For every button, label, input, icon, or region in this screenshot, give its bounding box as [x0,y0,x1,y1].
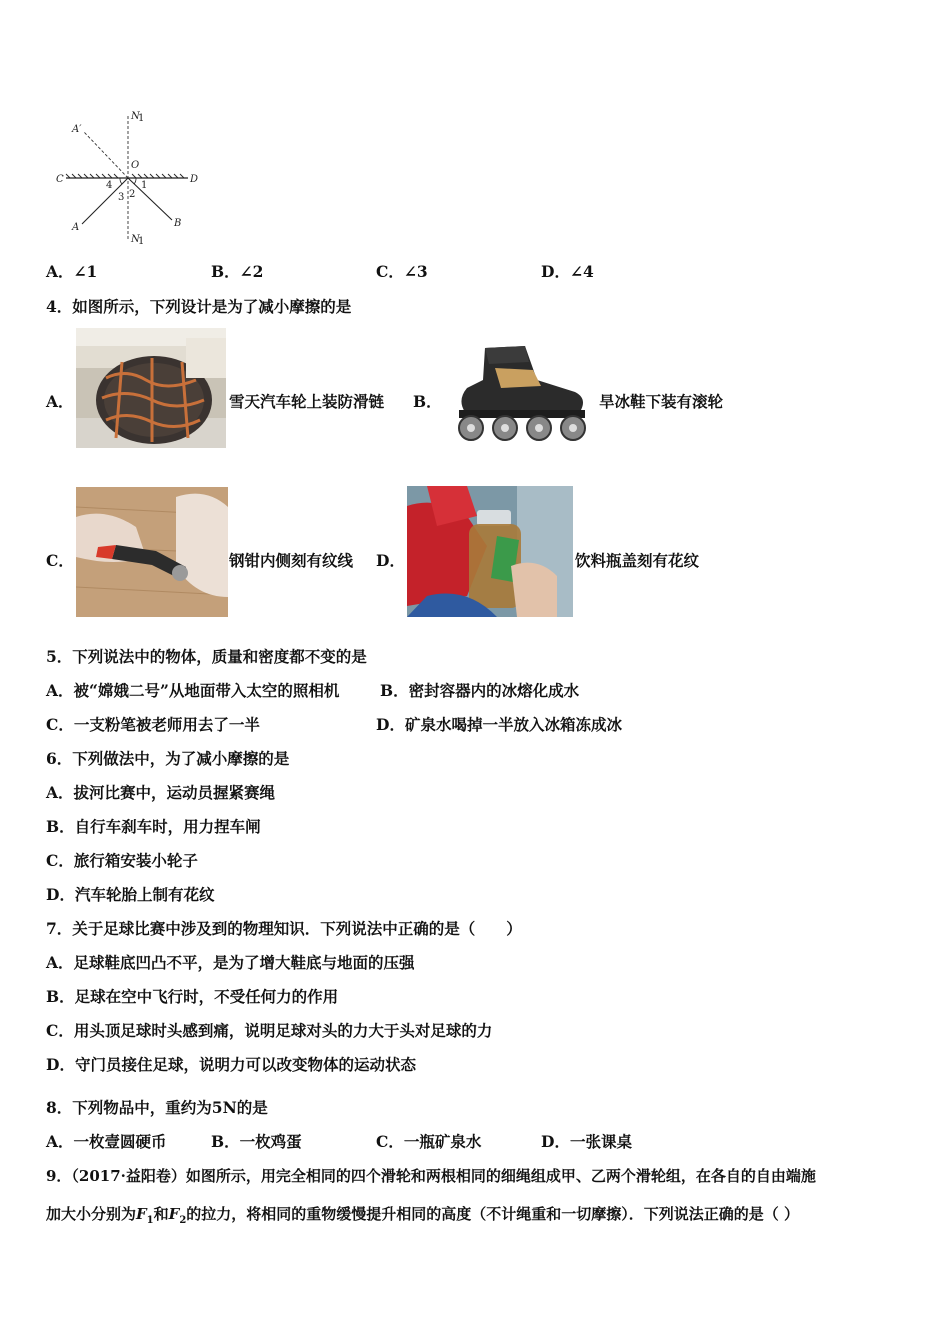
q4-option-a-caption: 雪天汽车轮上装防滑链 [229,392,385,411]
q7-stem: 7．关于足球比赛中涉及到的物理知识．下列说法中正确的是（ ） [46,919,522,938]
snow-chain-tire-image [76,328,226,448]
q8-option-c[interactable]: C．一瓶矿泉水 [376,1132,482,1151]
q5-option-b[interactable]: B．密封容器内的冰熔化成水 [380,681,580,700]
label-c: C [56,174,64,185]
q5-option-c[interactable]: C．一支粉笔被老师用去了一半 [46,715,260,734]
label-n1-top: N [131,111,140,122]
pliers-image [76,487,228,617]
q4-option-b-caption: 旱冰鞋下装有滚轮 [599,392,724,411]
q4-option-d-caption: 饮料瓶盖刻有花纹 [575,551,700,570]
label-angle4: 4 [106,180,113,191]
label-a-prime: A′ [72,124,82,135]
q6-option-b[interactable]: B．自行车刹车时，用力捏车闸 [46,817,261,836]
q5-stem: 5．下列说法中的物体，质量和密度都不变的是 [46,647,367,666]
label-o: O [131,160,140,171]
q4-option-c-caption: 钢钳内侧刻有纹线 [229,551,354,570]
bottle-cap-image [407,486,573,617]
q7-option-d[interactable]: D．守门员接住足球，说明力可以改变物体的运动状态 [46,1055,416,1074]
q7-option-a[interactable]: A．足球鞋底凹凸不平，是为了增大鞋底与地面的压强 [46,953,415,972]
q3-option-c[interactable]: C．∠3 [376,262,428,281]
label-b: B [174,218,182,229]
q8-option-d[interactable]: D．一张课桌 [541,1132,632,1151]
q4-option-c-label[interactable]: C． [46,551,74,570]
q6-option-d[interactable]: D．汽车轮胎上制有花纹 [46,885,215,904]
q6-option-c[interactable]: C．旅行箱安装小轮子 [46,851,198,870]
q8-option-b[interactable]: B．一枚鸡蛋 [211,1132,302,1151]
label-n1-bottom: N [131,234,140,245]
label-angle2: 2 [129,189,136,200]
label-n1-bottom-sub: 1 [138,236,145,247]
q8-option-a[interactable]: A．一枚壹圆硬币 [46,1132,167,1151]
label-angle3: 3 [118,192,125,203]
q7-option-b[interactable]: B．足球在空中飞行时，不受任何力的作用 [46,987,339,1006]
q3-option-b[interactable]: B．∠2 [211,262,264,281]
q4-option-b-label[interactable]: B． [413,392,442,411]
label-a: A [72,222,80,233]
q4-option-a-label[interactable]: A． [46,392,74,411]
q9-stem-line1: 9．（2017·益阳卷）如图所示，用完全相同的四个滑轮和两根相同的细绳组成甲、乙两个滑轮组，在各自的自由端施 [46,1167,816,1185]
force-f1: F [136,1205,147,1223]
q7-option-c[interactable]: C．用头顶足球时头感到痛，说明足球对头的力大于头对足球的力 [46,1021,493,1040]
force-f2: F [168,1205,180,1223]
q9-stem-line2: 加大小分别为$F_1$和$F_2$的拉力，将相同的重物缓慢提升相同的高度（不计绳重和一切摩擦）．下列说法正确的是（ ） [46,1205,800,1226]
reflection-diagram [52,108,212,248]
q6-stem: 6．下列做法中，为了减小摩擦的是 [46,749,290,768]
q6-option-a[interactable]: A．拔河比赛中，运动员握紧赛绳 [46,783,276,802]
label-n1-top-sub: 1 [138,113,145,124]
q5-option-d[interactable]: D．矿泉水喝掉一半放入冰箱冻成冰 [376,715,622,734]
q3-option-a[interactable]: A．∠1 [46,262,98,281]
label-angle1: 1 [141,180,148,191]
q5-option-a[interactable]: A．被“嫦娥二号”从地面带入太空的照相机 [46,681,340,700]
roller-skate-image [445,340,597,445]
q4-option-d-label[interactable]: D． [376,551,405,570]
label-d: D [190,174,199,185]
q4-stem: 4．如图所示，下列设计是为了减小摩擦的是 [46,297,352,316]
q8-stem: 8．下列物品中，重约为5N的是 [46,1098,268,1117]
q3-option-d[interactable]: D．∠4 [541,262,594,281]
